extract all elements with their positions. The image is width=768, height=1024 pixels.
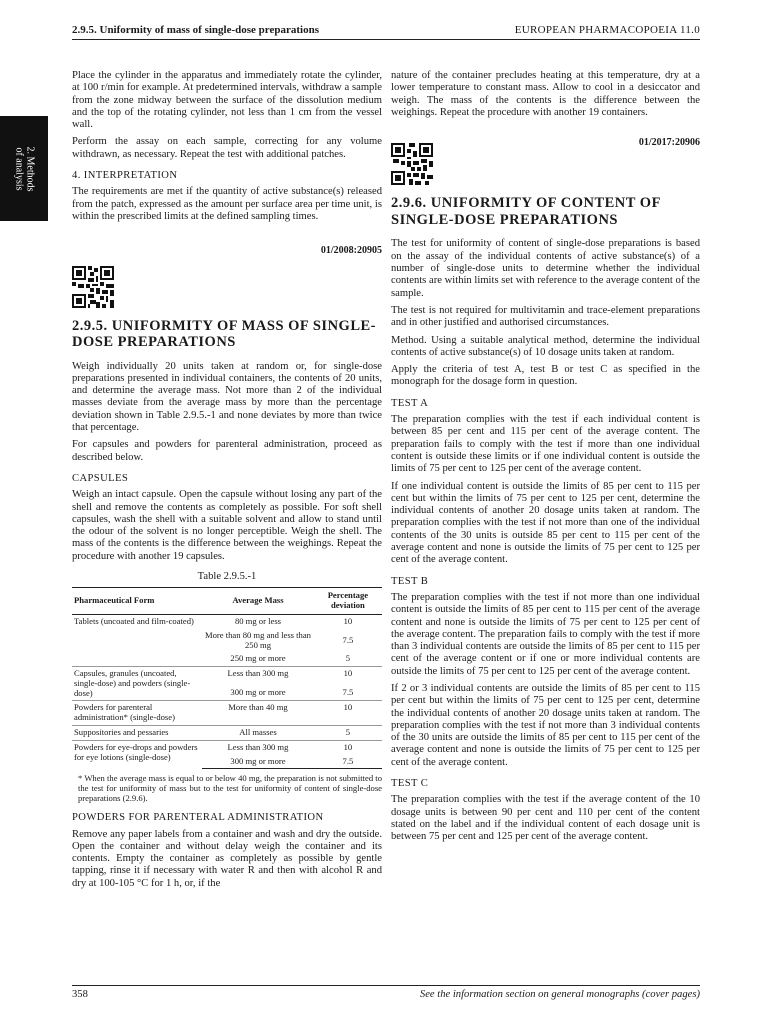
table-cell: Tablets (uncoated and film-coated) — [74, 615, 194, 626]
header-section-title: 2.9.5. Uniformity of mass of single-dose preparations — [72, 24, 319, 36]
right-column — [391, 70, 700, 849]
paragraph: Weigh an intact capsule. Open the capsule without losing any part of the shell and remove the contents as completely as possible. For soft shell capsules, wash the shell with a suitable solvent and allow to stand until the odour of the solvent is no longer perceptible. Weigh the shell. The mass of the contents is the difference between the weighings. Repeat the procedure with another 19 capsules. — [72, 489, 382, 562]
table-header: Percentage deviation — [314, 588, 382, 615]
table-footnote: * When the average mass is equal to or below 40 mg, the preparation is not submitted to the test for uniformity of mass but to the test for uniformity of content of single-dose preparations (2.9.6). — [78, 773, 382, 803]
paragraph: Remove any paper labels from a container and wash and dry the outside. Open the container and without delay weigh the container and its contents. Empty the container as completely as possible by gentle tapping, rinse it if necessary with water R and then with alcohol R and dry at 100-105 °C for 1 h, or, if the — [72, 828, 382, 889]
table-cell: Powders for eye-drops and powders for eye lotions (single-dose) — [72, 740, 202, 769]
table-cell: 10 — [314, 740, 382, 754]
table-cell: All masses — [202, 726, 314, 741]
paragraph: The preparation complies with the test if each individual content is between 85 per cent and 115 per cent of the average content. The preparation fails to comply with the test if more than one individual content is outside these limits or if one individual content is outside the limits of 75 per cent to 125 per cent of the average content. — [391, 414, 700, 475]
paragraph: Apply the criteria of test A, test B or test C as specified in the monograph for the dosage form in question. — [391, 364, 700, 388]
paragraph: The requirements are met if the quantity of active substance(s) released from the patch, expressed as the amount per surface area per time unit, is within the prescribed limits at the defined sampling times. — [72, 186, 382, 222]
page-footer — [72, 985, 700, 1003]
section-heading: CAPSULES — [72, 472, 129, 484]
table-cell: Powders for parenteral administration* (single-dose) — [72, 701, 202, 726]
table-row — [72, 652, 382, 666]
footer-note: See the information section on general monographs (cover pages) — [419, 989, 700, 1000]
section-heading: 4. INTERPRETATION — [72, 170, 178, 182]
paragraph: If one individual content is outside the limits of 85 per cent to 115 per cent but within the limits of 75 per cent to 125 per cent, determine the individual contents of another 20 dosage units taken at random. The preparation complies with the test if not more than one of the individual contents of the 30 units is outside 85 per cent to 115 per cent of the average content and none is outside the limits of 75 per cent to 125 per cent of the average content. — [391, 480, 700, 566]
qr-code-icon — [72, 266, 114, 308]
paragraph: If 2 or 3 individual contents are outside the limits of 85 per cent to 115 per cent but within the limits of 75 per cent to 125 per cent, determine the individual contents of another 20 dosage units taken at random. The preparation complies with the test if not more than 3 individual contents of the 30 units are outside the limits of 85 per cent to 115 per cent of the average content and none is outside the limits of 75 per cent to 125 per cent of the average content. — [391, 682, 700, 768]
header-publication: EUROPEAN PHARMACOPOEIA 11.0 — [514, 24, 700, 36]
table-cell: Suppositories and pessaries — [72, 726, 202, 741]
thumb-tab-label — [13, 146, 35, 191]
table-cell: 10 — [343, 615, 353, 626]
paragraph: The test for uniformity of content of single-dose preparations is based on the assay of the individual contents of active substance(s) of a number of single-dose units to determine whether the individual contents are within limits set with reference to the average content of the sample. — [391, 238, 700, 299]
table-cell: Capsules, granules (uncoated, single-dose) and powders (single-dose) — [72, 667, 202, 701]
monograph-reference: 01/2008:20905 — [320, 245, 382, 257]
table-cell: 7.5 — [342, 686, 354, 697]
table-cell: 300 mg or more — [230, 686, 286, 697]
table-row — [72, 614, 382, 628]
qr-code-icon — [391, 143, 433, 185]
paragraph: Weigh individually 20 units taken at random or, for single-dose preparations presented in individual containers, the contents of 20 units, and determine the average mass. Not more than 2 of the individual masses deviate from the average mass by more than the percentage deviation shown in Table 2.9.5.-1 and none deviates by more than twice that percentage. — [72, 360, 382, 434]
table-row — [72, 701, 382, 726]
section-heading: POWDERS FOR PARENTERAL ADMINISTRATION — [72, 812, 324, 824]
table-cell: Less than 300 mg — [202, 667, 314, 682]
table-cell: 5 — [314, 726, 382, 741]
table-header: Pharmaceutical Form — [72, 588, 202, 615]
table-cell: 7.5 — [342, 634, 354, 645]
paragraph: For capsules and powders for parenteral administration, proceed as described below. — [72, 439, 382, 463]
thumb-tab-line1: 2. Methods — [24, 146, 35, 191]
section-heading: TEST C — [391, 778, 429, 790]
table-cell: 5 — [345, 653, 351, 664]
table-cell: 10 — [314, 667, 382, 682]
thumb-tab-line2: of analysis — [13, 146, 24, 191]
table-cell: 10 — [314, 701, 382, 726]
table-cell: 300 mg or more — [202, 755, 314, 769]
table-row — [72, 629, 382, 653]
table-cell: Less than 300 mg — [202, 740, 314, 754]
page-number: 358 — [72, 989, 88, 1000]
mass-deviation-table — [72, 587, 382, 769]
table-caption: Table 2.9.5.-1 — [197, 571, 257, 583]
paragraph: Perform the assay on each sample, correcting for any volume withdrawn, as necessary. Repeat the test with additional patches. — [72, 136, 382, 160]
paragraph: nature of the container precludes heating at this temperature, dry at a lower temperature to constant mass. Allow to cool in a desiccator and weigh. The mass of the contents is the difference between the weighings. Repeat the procedure with another 19 containers. — [391, 70, 700, 118]
table-cell: More than 40 mg — [202, 701, 314, 726]
monograph-reference: 01/2017:20906 — [638, 137, 700, 149]
table-cell: 80 mg or less — [234, 615, 282, 626]
monograph-title: 2.9.6. UNIFORMITY OF CONTENT OF SINGLE-DOSE PREPARATIONS — [391, 195, 661, 228]
monograph-title: 2.9.5. UNIFORMITY OF MASS OF SINGLE-DOSE PREPARATIONS — [72, 317, 376, 351]
paragraph: The preparation complies with the test if not more than one individual content is outside the limits of 85 per cent to 115 per cent of the average content and none is outside the limits of 75 per cent to 125 per cent of the average content. The preparation fails to comply with the test if more than 3 individual contents are outside the limits of 85 per cent to 115 per cent of the average content or if one or more individual contents are outside the limits of 75 per cent to 125 per cent of the average content. — [391, 591, 700, 677]
section-heading: TEST A — [391, 397, 429, 409]
table-cell — [72, 652, 202, 666]
paragraph: The test is not required for multivitamin and trace-element preparations and in other justified and authorised circumstances. — [391, 304, 700, 329]
running-header — [72, 14, 700, 40]
paragraph: Place the cylinder in the apparatus and immediately rotate the cylinder, at 100 r/min for example. At predetermined intervals, withdraw a sample from the zone midway between the surface of the dissolution medium and the top of the rotating cylinder, not less than 1 cm from the vessel wall. — [72, 70, 382, 131]
paragraph: The preparation complies with the test if the average content of the 10 dosage units is between 90 per cent and 110 per cent of the content stated on the label and if the individual content of each dosage unit is between 75 per cent and 125 per cent of the average content. — [391, 794, 700, 843]
table-row — [72, 726, 382, 741]
section-heading: TEST B — [391, 575, 429, 587]
table-cell: 250 mg or more — [230, 653, 286, 664]
table-cell — [72, 629, 202, 653]
table-cell: 7.5 — [314, 755, 382, 769]
table-header: Average Mass — [202, 588, 314, 615]
table-row — [72, 740, 382, 754]
left-column — [72, 70, 382, 895]
table-row — [72, 667, 382, 682]
paragraph: Method. Using a suitable analytical method, determine the individual contents of active substance(s) of 10 dosage units taken at random. — [391, 334, 700, 358]
table-cell: More than 80 mg and less than 250 mg — [204, 629, 311, 650]
section-thumb-tab — [0, 116, 48, 221]
